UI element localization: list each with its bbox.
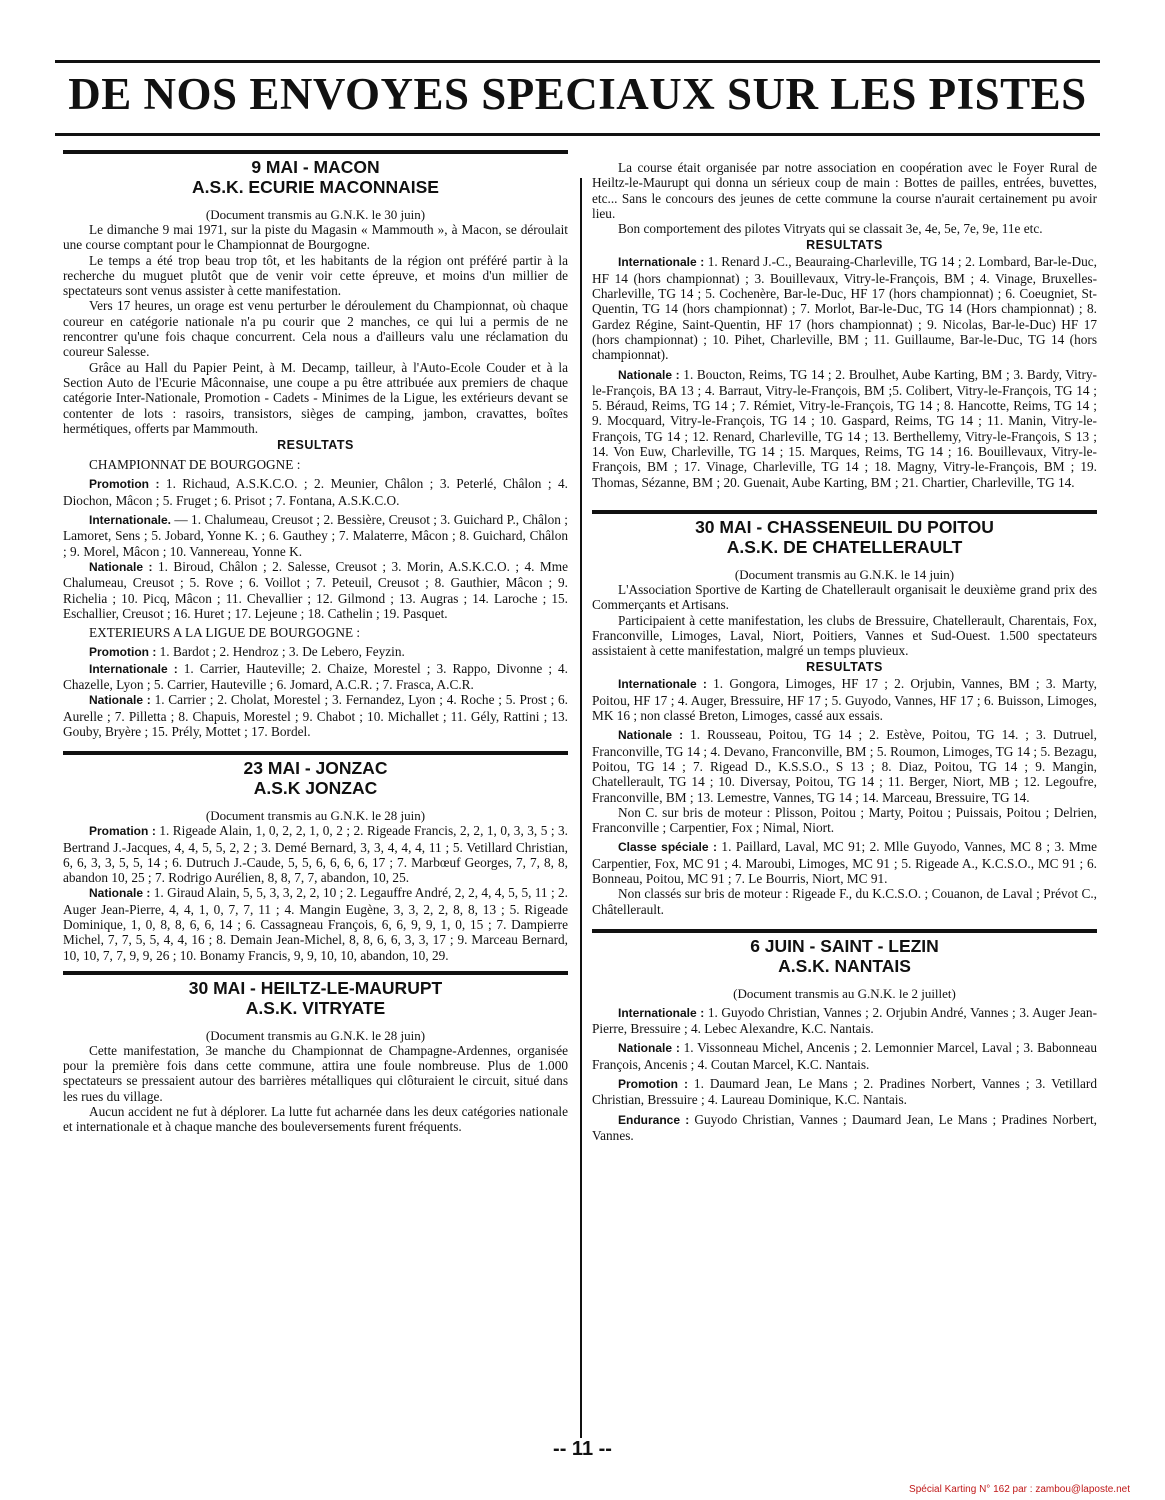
category-label: Nationale :: [618, 728, 684, 743]
left-column: [63, 150, 568, 1135]
results-entry: [63, 885, 568, 962]
results-entry: [592, 676, 1097, 723]
results-entry: [592, 839, 1097, 886]
category-results: 1. Giraud Alain, 5, 5, 3, 3, 2, 2, 10 ; 2. Legauffre André, 2, 2, 4, 4, 5, 5, 11 ; 2. Auger Jean-Pierre, 4, 4, 1, 0, 7, 7, 11 ; 4. Mangin Eugène, 3, 3, 2, 2, 8, 8, 13 ; 5. Rigeade Dominique, 1, 0, 8, 8, 6, 6, 14 ; 6. Cassagneau François, 6, 6, 9, 9, 1, 0, 15 ; 7. Dampierre Michel, 7, 7, 5, 5, 4, 4, 16 ; 8. Demain Jean-Michel, 8, 8, 6, 6, 3, 3, 17 ; 9. Marceau Bernard, 10, 10, 7, 7, 9, 9, 26 ; 10. Bonamy Francis, 9, 9, 10, 10, abandon, 10, 29.: [63, 885, 568, 963]
results-entry: [63, 644, 568, 660]
article-jonzac-header: [63, 751, 568, 798]
category-label: Promotion :: [89, 477, 160, 492]
article-club: A.S.K. NANTAIS: [778, 955, 911, 976]
results-entry: [63, 512, 568, 559]
category-label: Internationale :: [89, 661, 178, 676]
category-results: 1. Boucton, Reims, TG 14 ; 2. Broulhet, Aube Karting, BM ; 3. Bardy, Vitry-le-François, BA 13 ; 4. Barraut, Vitry-le-François, BM ;5. Colibert, Vitry-le-François, TG 14 ; 5. Béraud, Reims, TG 14 ; 7. Rémiet, Vitry-le-François, TG 14 ; 8. Hancotte, Reims, TG 14 ; 9. Mocquard, Vitry-le-François, TG 14 ; 10. Gaspard, Reims, TG 14 ; 11. Manin, Vitry-le-François, TG 14 ; 12. Renard, Charleville, TG 14 ; 13. Berthellemy, Vitry-le-François, S 13 ; 14. Von Euw, Charleville, TG 14 ; 15. Marques, Reims, TG 14 ; 16. Bouillevaux, Vitry-le-François, BM ; 17. Vinage, Charleville, TG 14 ; 18. Magny, Vitry-le-François, BM ; 19. Thomas, Sézanne, BM ; 20. Guenait, Aube Karting, BM ; 21. Chartier, Charleville, TG 14.: [592, 366, 1097, 490]
column-divider: [580, 178, 582, 1438]
document-note: (Document transmis au G.N.K. le 2 juillet): [733, 985, 956, 1001]
paragraph: Cette manifestation, 3e manche du Championnat de Champagne-Ardennes, organisée pour la première fois dans cette commune, attira une foule nombreuse. Plus de 1.000 spectateurs se pressaient autour des barrières métalliques qui clôturaient le circuit, situé dans les rues du village.: [63, 1042, 568, 1104]
results-heading: RESULTATS: [277, 438, 354, 453]
paragraph: Bon comportement des pilotes Vitryats qui se classait 3e, 4e, 5e, 7e, 9e, 11e etc.: [618, 221, 1043, 237]
category-label: Internationale.: [89, 513, 172, 528]
category-label: Internationale :: [618, 255, 705, 270]
category-results: 1. Paillard, Laval, MC 91; 2. Mlle Guyodo, Vannes, MC 8 ; 3. Mme Carpentier, Fox, MC 91 ; 4. Maroubi, Limoges, MC 91 ; 5. Rigeade A., K.C.S.O., MC 91 ; 6. Bonneau, Poitou, MC 91 ; 7. Le Bourris, Niort, MC 91.: [592, 839, 1097, 886]
article-heiltz-header: [63, 971, 568, 1018]
results-entry: [592, 367, 1097, 490]
results-entry: [63, 476, 568, 508]
category-results: 1. Carrier, Hauteville; 2. Chaize, Morestel ; 3. Rappo, Divonne ; 4. Chazelle, Lyon ; 5. Carrier, Hauteville ; 6. Jomard, A.C.R. ; 7. Frasca, A.C.R.: [63, 660, 568, 693]
article-title: 9 MAI - MACON: [251, 157, 380, 177]
paragraph: Non classés sur bris de moteur : Rigeade F., du K.C.S.O. ; Couanon, de Laval ; Prévot C., Châtellerault.: [592, 886, 1097, 917]
paragraph: Non C. sur bris de moteur : Plisson, Poitou ; Marty, Poitou ; Puissais, Poitou ; Delrien, Franconville ; Carpentier, Fox ; Nimal, Niort.: [592, 804, 1097, 836]
category-label: Classe spéciale :: [618, 840, 717, 855]
paragraph: Aucun accident ne fut à déplorer. La lutte fut acharnée dans les deux catégories nationale et internationale et à chaque manche des bouleversements furent fréquents.: [63, 1104, 568, 1135]
article-chasseneuil-header: [592, 510, 1097, 557]
article-title: 30 MAI - CHASSENEUIL DU POITOU: [695, 516, 994, 537]
scan-credit: Spécial Karting N° 162 par : zambou@laposte.net: [909, 1484, 1130, 1495]
article-club: A.S.K. DE CHATELLERAULT: [726, 536, 963, 557]
article-club: A.S.K JONZAC: [253, 778, 378, 799]
document-note: (Document transmis au G.N.K. le 30 juin): [205, 207, 426, 222]
category-label: Promation :: [89, 824, 156, 839]
category-label: Nationale :: [89, 559, 153, 574]
article-title: 23 MAI - JONZAC: [243, 758, 388, 779]
category-results: 1. Bardot ; 2. Hendroz ; 3. De Lebero, Feyzin.: [156, 644, 405, 660]
results-entry: [592, 1005, 1097, 1037]
category-results: 1. Renard J.-C., Beauraing-Charleville, TG 14 ; 2. Lombard, Bar-le-Duc, HF 14 (hors championnat) ; 3. Bouillevaux, Vitry-le-François, BM ; 4. Vinage, Bruxelles-Charleville, TG 14 ; 5. Cochenère, Bar-le-Duc, HF 17 (hors championnat) ; 6. Coeugniet, St-Quentin, TG 14 (hors championnat) ; 7. Morlot, Bar-le-Duc, TG 14 (Hors championnat) ; 8. Gardez Régine, Saint-Quentin, HF 17 (hors championnat) ; 9. Nicolas, Bar-le-Duc) HF 17 (hors championnat) ; 10. Pihet, Charleville, BM ; 11. Guillaume, Bar-le-Duc, TG 14 (hors championnat).: [592, 254, 1097, 363]
article-club: A.S.K. ECURIE MACONNAISE: [192, 177, 439, 197]
category-results: 1. Gongora, Limoges, HF 17 ; 2. Orjubin, Vannes, BM ; 3. Marty, Poitou, HF 17 ; 4. Auger, Bressuire, HF 17 ; 5. Guyodo, Vannes, HF 17 ; 6. Buisson, Limoges, MK 16 ; non classé Breton, Limoges, cassé aux essais.: [592, 676, 1097, 724]
category-label: Nationale :: [89, 886, 151, 901]
category-results: — 1. Chalumeau, Creusot ; 2. Bessière, Creusot ; 3. Guichard P., Châlon ; Lamoret, Sens ; 5. Jobard, Yonne K. ; 6. Gauthey ; 7. Malaterre, Mâcon ; 8. Guichard, Châlon ; 9. Morel, Mâcon ; 10. Vannereau, Yonne K.: [63, 512, 568, 559]
results-entry: [592, 254, 1097, 362]
article-macon-header: [63, 150, 568, 197]
results-entry: [63, 661, 568, 693]
article-title: 6 JUIN - SAINT - LEZIN: [750, 935, 939, 956]
results-entry: [592, 727, 1097, 804]
page-banner: [55, 60, 1100, 136]
results-heading: RESULTATS: [806, 238, 883, 253]
category-results: 1. Carrier ; 2. Cholat, Morestel ; 3. Fernandez, Lyon ; 4. Roche ; 5. Prost ; 6. Aurelle ; 7. Pilletta ; 8. Chapuis, Morestel ; 9. Chabot ; 10. Michallet ; 11. Gély, Rattini ; 13. Gouby, Bryère ; 15. Prély, Mottet ; 17. Bordel.: [63, 692, 569, 739]
article-club: A.S.K. VITRYATE: [245, 997, 386, 1018]
paragraph: Grâce au Hall du Papier Peint, à M. Decamp, tailleur, à l'Auto-Ecole Couder et à la Section Auto de l'Ecurie Mâconnaise, une coupe a pu être attribuée aux premiers de chaque catégorie Inter-Nationale, Promotion - Cadets - Minimes de la Ligue, les extérieurs devant se contenter de lots : rasoirs, transistors, sièges de camping, jambon, cravattes, boîtes hermétiques, offerts par Mammouth.: [63, 359, 568, 436]
category-label: Nationale :: [89, 693, 151, 708]
results-heading: RESULTATS: [806, 660, 883, 675]
results-entry: [592, 1040, 1097, 1072]
subheading: EXTERIEURS A LA LIGUE DE BOURGOGNE :: [89, 625, 361, 641]
paragraph: Le temps a été trop beau trop tôt, et les habitants de la région ont préféré partir à la recherche du muguet plutôt que de venir voir cette épreuve, et moins d'un millier de spectateurs sont venus assister à cette manifestation.: [63, 252, 568, 299]
category-results: 1. Biroud, Châlon ; 2. Salesse, Creusot ; 3. Morin, A.S.K.C.O. ; 4. Mme Chalumeau, Creusot ; 5. Rove ; 6. Voillot ; 7. Peteuil, Creusot ; 8. Gauthier, Mâcon ; 9. Richelia ; 10. Picq, Mâcon ; 11. Chevallier ; 12. Gilmond ; 13. Augras ; 14. Laroche ; 15. Eschallier, Creusot ; 16. Huret ; 17. Lejeune ; 18. Cathelin ; 19. Pasquet.: [63, 558, 569, 621]
category-results: 1. Rigeade Alain, 1, 0, 2, 2, 1, 0, 2 ; 2. Rigeade Francis, 2, 2, 1, 0, 3, 3, 5 ; 3. Bertrand J.-Jacques, 4, 4, 5, 5, 2, 2 ; 3. Demé Bernard, 3, 3, 4, 4, 4, 11 ; 5. Vetillard Christian, 6, 6, 3, 3, 5, 5, 14 ; 6. Dutruch J.-Caude, 5, 5, 6, 6, 6, 6, 17 ; 7. Marbœuf Georges, 7, 7, 8, 8, abandon 10, 25 ; 7. Rodrigo Aurélien, 8, 8, 7, 7, abandon, 10, 25.: [63, 823, 569, 886]
category-label: Endurance :: [618, 1112, 690, 1127]
results-entry: [63, 559, 568, 621]
category-label: Promotion :: [89, 645, 157, 660]
results-entry: [63, 692, 568, 739]
paragraph: Participaient à cette manifestation, les clubs de Bressuire, Chatellerault, Charentais, Fox, Franconville, Limoges, Laval, Niort, Poitiers, Vannes et Sud-Ouest. 1.500 spectateurs assistaient à cette manifestation, malgré un temps pluvieux.: [592, 612, 1097, 659]
article-saint-lezin-header: [592, 929, 1097, 976]
paragraph: La course était organisée par notre association en coopération avec le Foyer Rural de Heiltz-le-Maurupt qui donna un sérieux coup de main : Bottes de pailles, entrées, buvettes, etc... Sans le concours des jeunes de cette commune la course n'aurait certainement pu avoir lieu.: [592, 160, 1097, 221]
results-entry: [592, 1112, 1097, 1144]
category-results: 1. Guyodo Christian, Vannes ; 2. Orjubin André, Vannes ; 3. Auger Jean-Pierre, Bressuire ; 4. Lebec Alexandre, K.C. Nantais.: [592, 1004, 1097, 1037]
document-note: (Document transmis au G.N.K. le 28 juin): [205, 808, 426, 824]
subheading: CHAMPIONNAT DE BOURGOGNE :: [89, 457, 301, 473]
category-label: Promotion :: [618, 1077, 688, 1092]
category-label: Nationale :: [618, 1041, 680, 1056]
category-results: 1. Richaud, A.S.K.C.O. ; 2. Meunier, Châlon ; 3. Peterlé, Châlon ; 4. Diochon, Mâcon ; 5. Fruget ; 6. Prisot ; 7. Fontana, A.S.K.C.O.: [63, 476, 568, 508]
page-number: -- 11 --: [553, 1438, 612, 1460]
category-label: Nationale :: [618, 367, 680, 382]
category-results: 1. Daumard Jean, Le Mans ; 2. Pradines Norbert, Vannes ; 3. Vetillard Christian, Bressuire ; 4. Laureau Dominique, K.C. Nantais.: [592, 1076, 1097, 1108]
document-note: (Document transmis au G.N.K. le 28 juin): [205, 1027, 426, 1043]
category-results: Guyodo Christian, Vannes ; Daumard Jean, Le Mans ; Pradines Norbert, Vannes.: [592, 1111, 1097, 1143]
category-label: Internationale :: [618, 677, 707, 692]
paragraph: Le dimanche 9 mai 1971, sur la piste du Magasin « Mammouth », à Macon, se déroulait une course comptant pour le Championnat de Bourgogne.: [63, 222, 568, 253]
paragraph: L'Association Sportive de Karting de Chatellerault organisait le deuxième grand prix des Commerçants et Artisans.: [592, 581, 1097, 613]
banner-title: DE NOS ENVOYES SPECIAUX SUR LES PISTES: [68, 69, 1087, 119]
document-note: (Document transmis au G.N.K. le 14 juin): [734, 566, 955, 582]
results-entry: [63, 823, 568, 885]
category-results: 1. Vissonneau Michel, Ancenis ; 2. Lemonnier Marcel, Laval ; 3. Babonneau François, Ancenis ; 4. Coutan Marcel, K.C. Nantais.: [592, 1040, 1097, 1072]
category-results: 1. Rousseau, Poitou, TG 14 ; 2. Estève, Poitou, TG 14. ; 3. Dutruel, Franconville, TG 14 ; 4. Devano, Franconville, BM ; 5. Roumon, Limoges, TG 14 ; 5. Bezagu, Poitou, TG 14 ; 7. Rigead D., K.S.S.O., S 13 ; 8. Diaz, Poitou, TG 14 ; 9. Mangin, Chatellerault, TG 14 ; 10. Diversay, Poitou, TG 14 ; 11. Berger, Niort, MB ; 12. Legoufre, Franconville, BM ; 13. Lemestre, Vannes, TG 14 ; 14. Marceau, Bressuire, TG 14.: [592, 727, 1098, 805]
category-label: Internationale :: [618, 1005, 705, 1020]
article-title: 30 MAI - HEILTZ-LE-MAURUPT: [188, 977, 443, 998]
right-column: [592, 160, 1097, 1143]
paragraph: Vers 17 heures, un orage est venu perturber le déroulement du Championnat, où chaque coureur en catégorie nationale n'a pu courir que 2 manches, ce qui lui a permis de ne rencontrer qu'une fois chaque concurrent. Cela nous a d'ailleurs valu une réclamation du coureur Salesse.: [63, 298, 568, 360]
results-entry: [592, 1076, 1097, 1108]
